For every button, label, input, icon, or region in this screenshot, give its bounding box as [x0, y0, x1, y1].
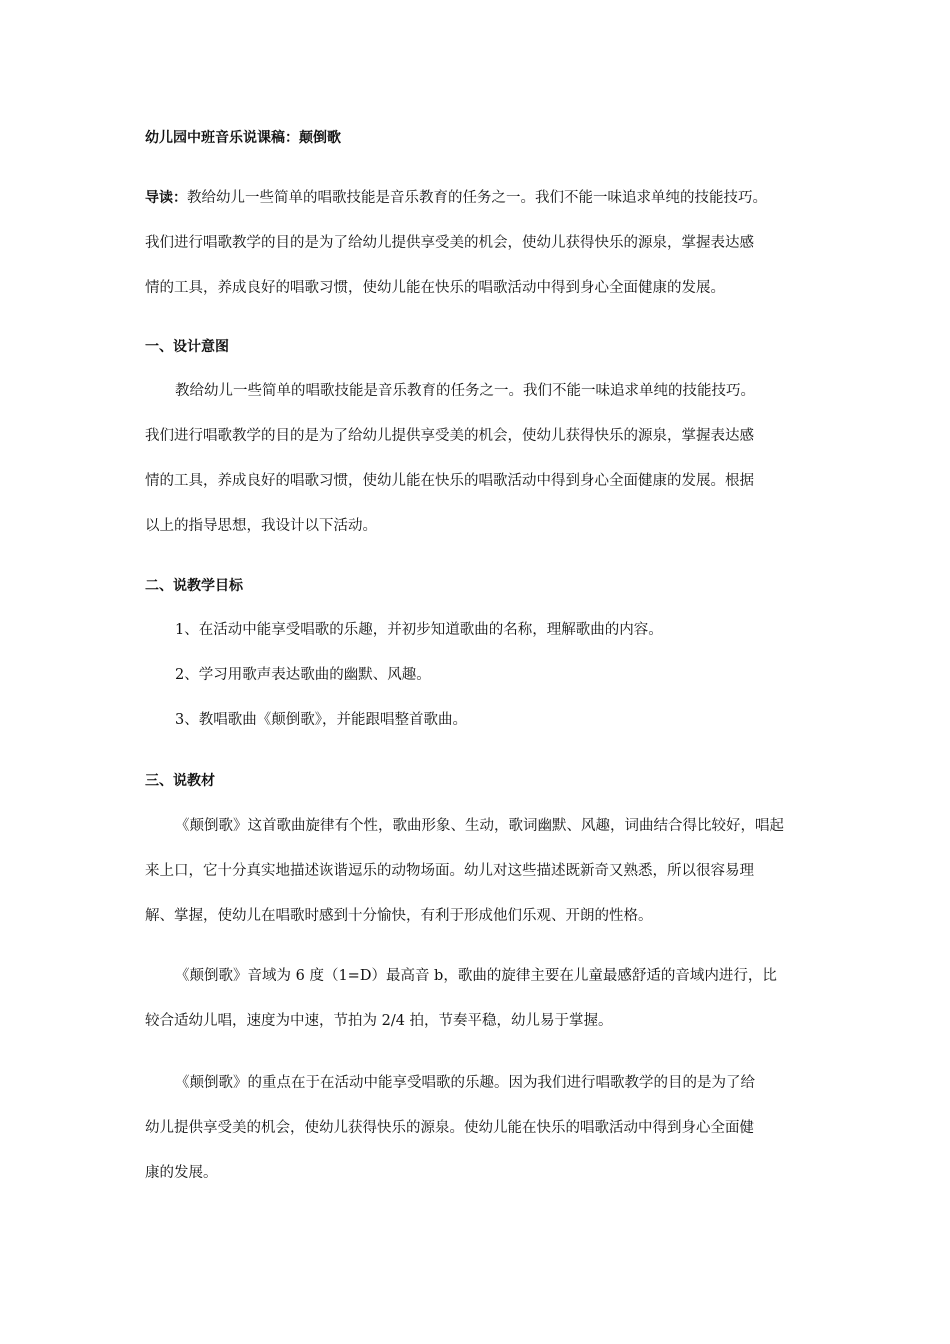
intro-line-3: 情的工具，养成良好的唱歌习惯，使幼儿能在快乐的唱歌活动中得到身心全面健康的发展。 [145, 280, 725, 296]
intro-text-1: 教给幼儿一些简单的唱歌技能是音乐教育的任务之一。我们不能一味追求单纯的技能技巧。 [187, 190, 767, 206]
material-p1-line-1: 《颠倒歌》这首歌曲旋律有个性，歌曲形象、生动，歌词幽默、风趣，词曲结合得比较好，唱起 [175, 818, 784, 834]
section-heading-design: 一、设计意图 [145, 339, 229, 355]
material-p1-line-2: 来上口，它十分真实地描述诙谐逗乐的动物场面。幼儿对这些描述既新奇又熟悉，所以很容易理 [145, 863, 754, 879]
section-heading-goals: 二、说教学目标 [145, 578, 243, 594]
document-title: 幼儿园中班音乐说课稿：颠倒歌 [145, 130, 341, 146]
section-heading-material: 三、说教材 [145, 773, 215, 789]
design-line-2: 我们进行唱歌教学的目的是为了给幼儿提供享受美的机会，使幼儿获得快乐的源泉，掌握表达感 [145, 428, 754, 444]
design-line-3: 情的工具，养成良好的唱歌习惯，使幼儿能在快乐的唱歌活动中得到身心全面健康的发展。根据 [145, 473, 754, 489]
goal-item-2: 2、学习用歌声表达歌曲的幽默、风趣。 [175, 667, 431, 683]
intro-label: 导读： [145, 190, 187, 206]
material-p1-line-3: 解、掌握，使幼儿在唱歌时感到十分愉快，有利于形成他们乐观、开朗的性格。 [145, 908, 653, 924]
material-p3-line-3: 康的发展。 [145, 1165, 218, 1181]
intro-line-2: 我们进行唱歌教学的目的是为了给幼儿提供享受美的机会，使幼儿获得快乐的源泉，掌握表达感 [145, 235, 754, 251]
design-line-1: 教给幼儿一些简单的唱歌技能是音乐教育的任务之一。我们不能一味追求单纯的技能技巧。 [175, 383, 755, 399]
material-p2-line-1: 《颠倒歌》音域为 6 度（1=D）最高音 b，歌曲的旋律主要在儿童最感舒适的音域内进行，比 [175, 968, 777, 984]
material-p2-line-2: 较合适幼儿唱，速度为中速，节拍为 2/4 拍，节奏平稳，幼儿易于掌握。 [145, 1013, 613, 1029]
intro-line-1 [145, 188, 815, 208]
design-line-4: 以上的指导思想，我设计以下活动。 [145, 518, 377, 534]
material-p3-line-2: 幼儿提供享受美的机会，使幼儿获得快乐的源泉。使幼儿能在快乐的唱歌活动中得到身心全面健 [145, 1120, 754, 1136]
goal-item-1: 1、在活动中能享受唱歌的乐趣，并初步知道歌曲的名称，理解歌曲的内容。 [175, 622, 663, 638]
goal-item-3: 3、教唱歌曲《颠倒歌》，并能跟唱整首歌曲。 [175, 712, 467, 728]
material-p3-line-1: 《颠倒歌》的重点在于在活动中能享受唱歌的乐趣。因为我们进行唱歌教学的目的是为了给 [175, 1075, 755, 1091]
